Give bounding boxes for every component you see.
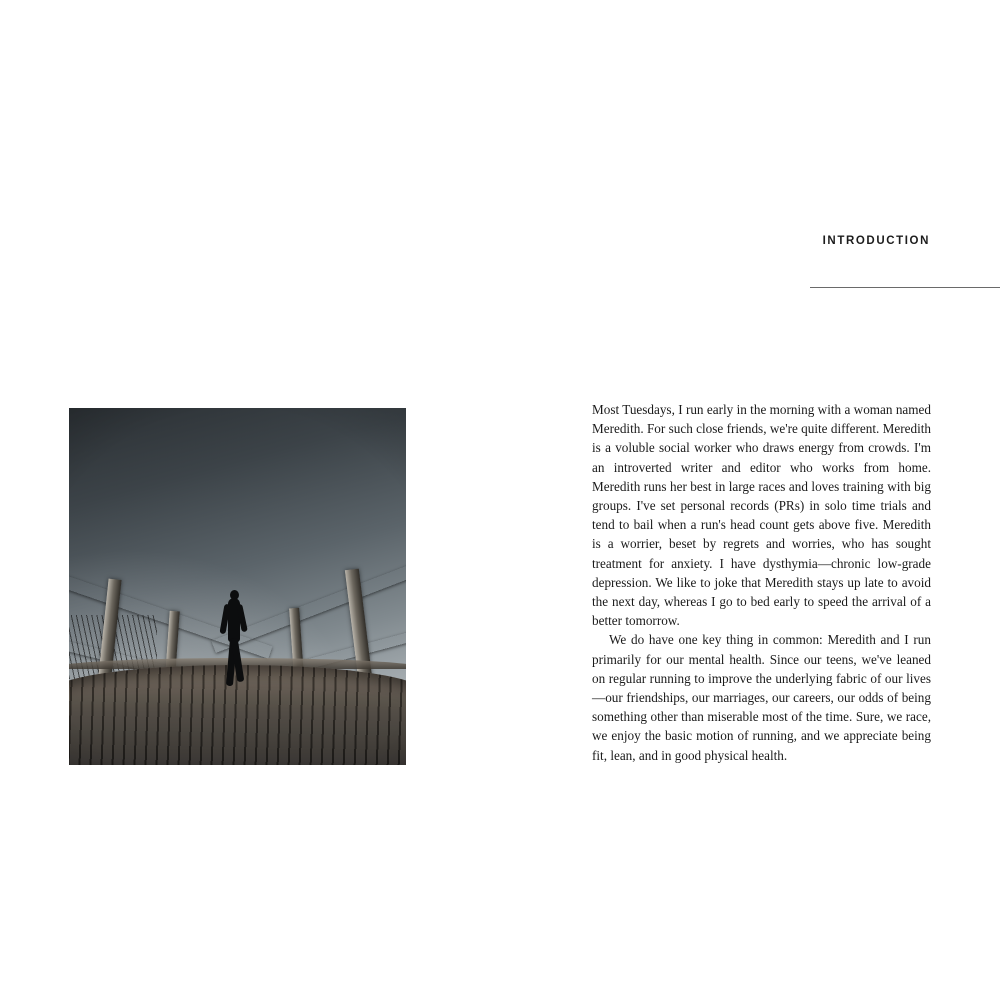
photograph [69,408,406,765]
body-paragraph-1: Most Tuesdays, I run early in the morning with a woman named Meredith. For such close friends, we're quite different. Meredith is a voluble social worker who draws energy from crowds. I'm an introverted writer and editor who works from home. Meredith runs her best in large races and loves training with big groups. I've set personal records (PRs) in solo time trials and tend to bail when a run's head count gets above five. Meredith is a worrier, beset by regrets and worries, who has sought treatment for anxiety. I have dysthymia—chronic low-grade depression. We like to joke that Meredith stays up late to avoid the next day, whereas I go to bed early to speed the arrival of a better tomorrow. [592,402,931,629]
chapter-heading [596,236,1000,248]
photo-sky [69,408,406,765]
chapter-label: INTRODUCTION [822,235,930,247]
body-paragraph-2: We do have one key thing in common: Meredith and I run primarily for our mental health. Since our teens, we've leaned on regular running to improve the underlying fabric of our lives—our friendships, our marriages, our careers, our odds of being something other than miserable most of the time. Sure, we race, we enjoy the basic motion of running, and we appreciate being fit, lean, and in good physical health. [592,632,931,763]
photo-vignette [69,408,406,765]
body-text-column [592,400,931,765]
chapter-divider-rule [810,287,1000,288]
